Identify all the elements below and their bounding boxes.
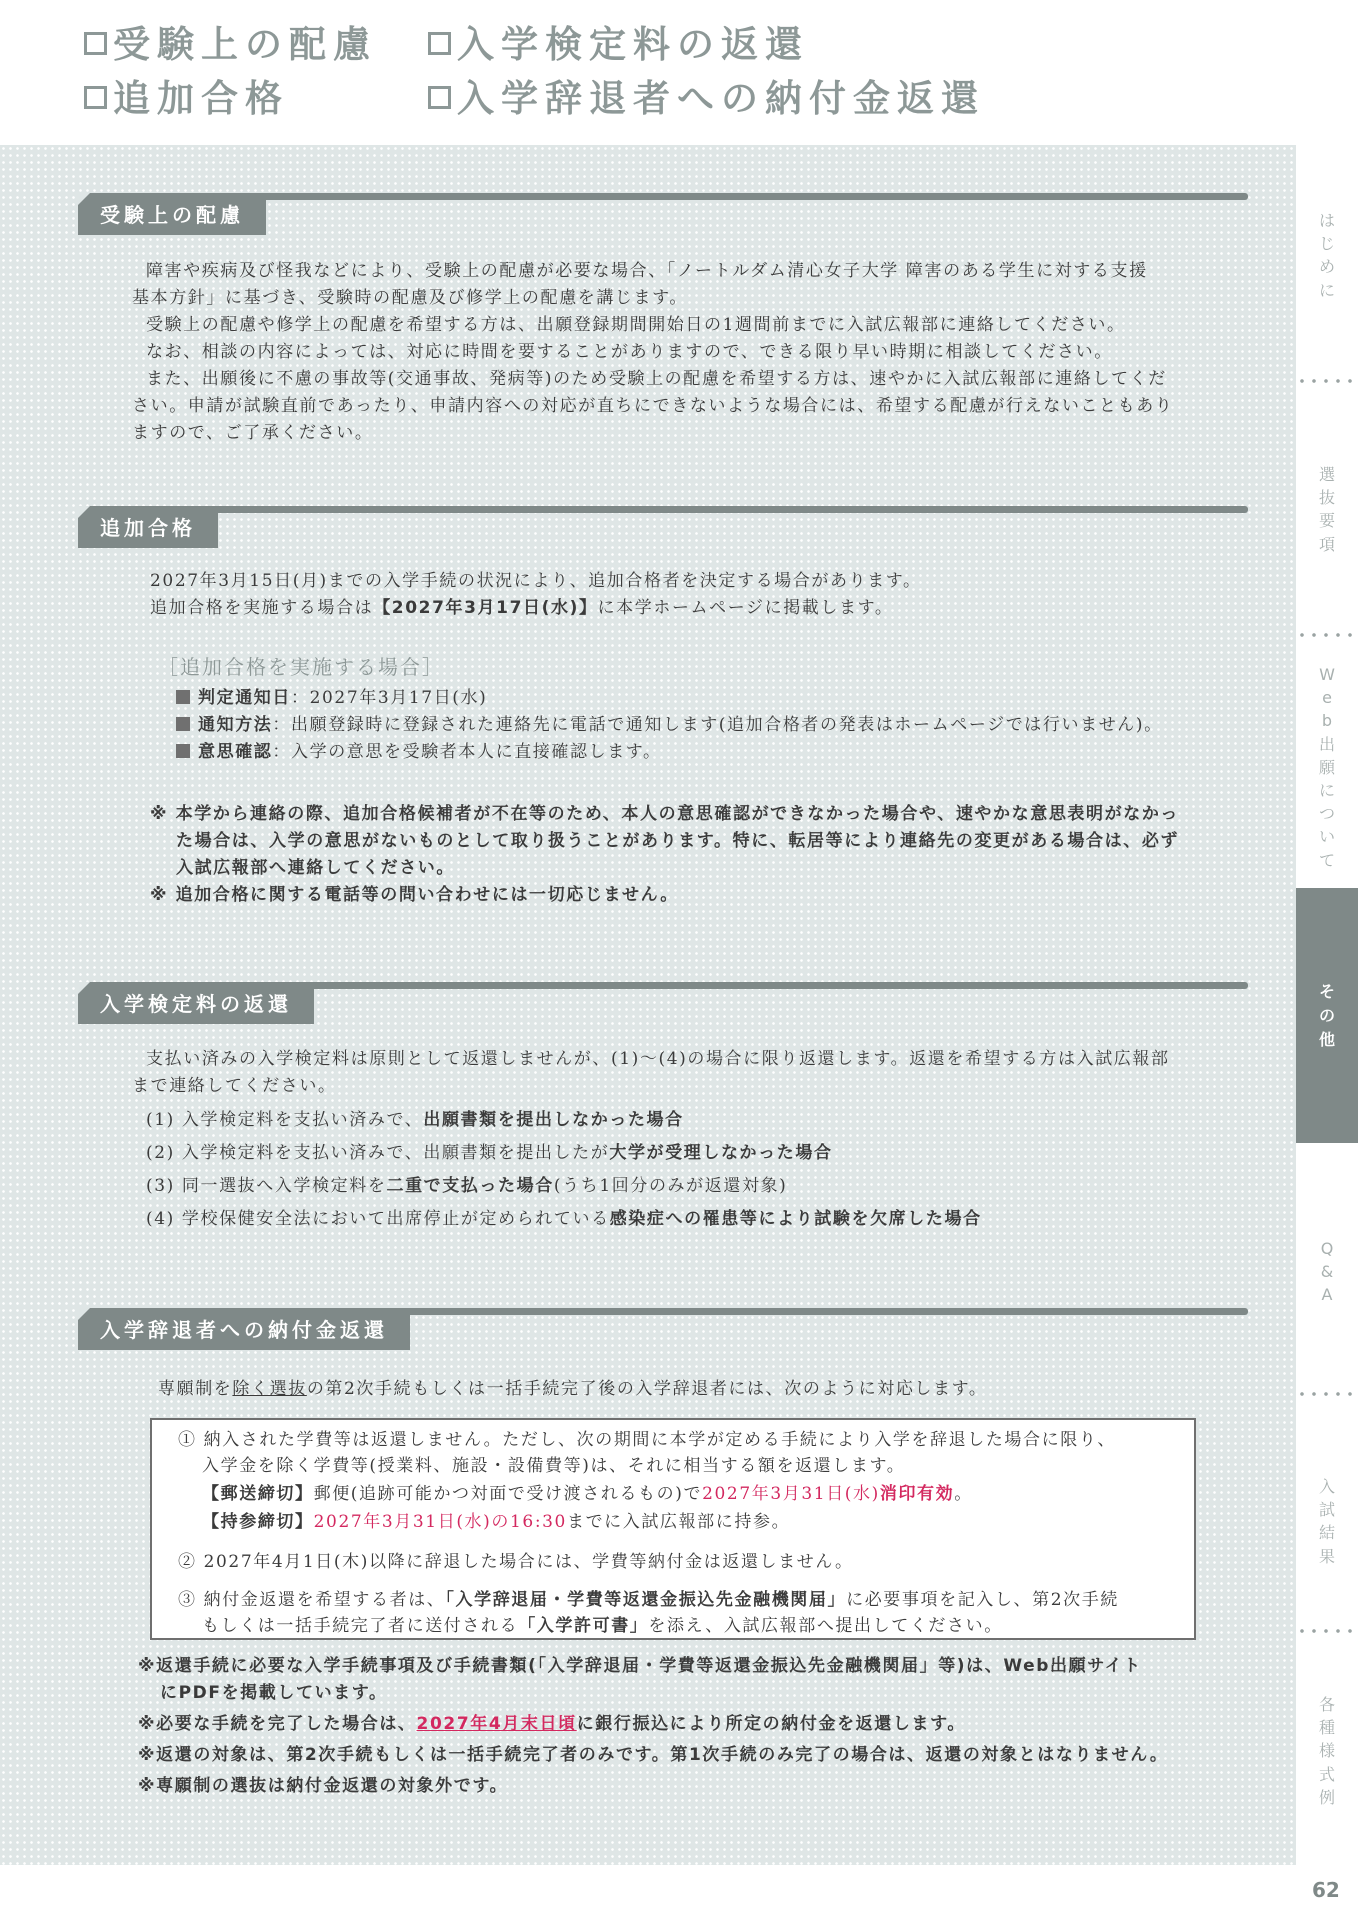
paragraph-line: 追加合格を実施する場合は【2027年3月17日(水)】に本学ホームページに掲載します。 [150, 598, 894, 618]
sidebar-tab-other-active[interactable]: そ の 他 [1296, 888, 1358, 1143]
sidebar-tab-guidelines[interactable]: 選 抜 要 項 [1318, 465, 1335, 554]
box-line-mail-deadline: 【郵送締切】郵便(追跡可能かつ対面で受け渡されるもの)で2027年3月31日(水)消印有効。 [202, 1484, 973, 1504]
square-bullet-icon [176, 717, 190, 731]
sidebar-divider [1296, 1629, 1358, 1633]
checkbox-icon [428, 86, 451, 109]
header-item-fee-refund: 入学検定料の返還 [428, 26, 809, 63]
section-divider [78, 506, 1248, 513]
box-line: ② 2027年4月1日(木)以降に辞退した場合には、学費等納付金は返還しません。 [178, 1552, 854, 1572]
note-line: ※返還の対象は、第2次手続もしくは一括手続完了者のみです。第1次手続のみ完了の場合は、返還の対象とはなりません。 [138, 1745, 1169, 1765]
paragraph-line: 2027年3月15日(月)までの入学手続の状況により、追加合格者を決定する場合があります。 [150, 571, 922, 591]
note-line: 入試広報部へ連絡してください。 [176, 858, 455, 878]
note-line: ※専願制の選抜は納付金返還の対象外です。 [138, 1776, 509, 1796]
note-line: にPDFを掲載しています。 [160, 1683, 388, 1703]
sidebar-tab-qa[interactable]: Q & A [1320, 1239, 1334, 1305]
header-item-consideration: 受験上の配慮 [84, 26, 377, 63]
square-bullet-icon [176, 744, 190, 758]
square-bullet-icon [176, 690, 190, 704]
sidebar-tab-intro[interactable]: は じ め に [1318, 211, 1335, 300]
sidebar-divider [1296, 633, 1358, 637]
list-item: (4) 学校保健安全法において出席停止が定められている感染症への罹患等により試験を欠席した場合 [146, 1209, 982, 1229]
main-content [0, 145, 1296, 1865]
paragraph-line: 基本方針」に基づき、受験時の配慮及び修学上の配慮を講じます。 [132, 288, 688, 308]
sidebar-tab-results[interactable]: 入 試 結 果 [1318, 1477, 1335, 1566]
sidebar-tab-forms[interactable]: 各 種 様 式 例 [1318, 1695, 1335, 1807]
section-title-additional: 追加合格 [78, 508, 218, 548]
subheading: ［追加合格を実施する場合］ [158, 655, 444, 679]
box-line-bring-deadline: 【持参締切】2027年3月31日(水)の16:30までに入試広報部に持参。 [202, 1512, 791, 1532]
list-item: (1) 入学検定料を支払い済みで、出願書類を提出しなかった場合 [146, 1110, 684, 1130]
paragraph-line: また、出願後に不慮の事故等(交通事故、発病等)のため受験上の配慮を希望する方は、速やかに入試広報部に連絡してくだ [146, 369, 1167, 389]
page-number: 62 [1312, 1878, 1340, 1902]
page-header [0, 0, 1358, 145]
list-item: 判定通知日：2027年3月17日(水) [176, 690, 487, 707]
sidebar-divider [1296, 379, 1358, 383]
box-line: ③ 納付金返還を希望する者は、「入学辞退届・学費等返還金振込先金融機関届」に必要事項を記入し、第2次手続 [178, 1590, 1119, 1610]
note-line: ※返還手続に必要な入学手続事項及び手続書類(「入学辞退届・学費等返還金振込先金融機関届」等)は、Web出願サイト [138, 1656, 1142, 1676]
note-line: ※ 本学から連絡の際、追加合格候補者が不在等のため、本人の意思確認ができなかった場合や、速やかな意思表明がなかっ [150, 804, 1180, 824]
paragraph-line: 受験上の配慮や修学上の配慮を希望する方は、出願登録期間開始日の1週間前までに入試広報部に連絡してください。 [146, 315, 1126, 335]
paragraph-line: 専願制を除く選抜の第2次手続もしくは一括手続完了後の入学辞退者には、次のように対応します。 [158, 1379, 988, 1399]
sidebar-tab-web-application[interactable]: W e b 出 願 に つ い て [1318, 665, 1335, 870]
paragraph-line: 障害や疾病及び怪我などにより、受験上の配慮が必要な場合、「ノートルダム清心女子大学 障害のある学生に対する支援 [146, 261, 1148, 281]
header-item-withdrawal: 入学辞退者への納付金返還 [428, 80, 985, 117]
note-line: ※必要な手続を完了した場合は、2027年4月末日頃に銀行振込により所定の納付金を返還します。 [138, 1714, 966, 1734]
refund-conditions-box [150, 1418, 1196, 1640]
box-line: 入学金を除く学費等(授業料、施設・設備費等)は、それに相当する額を返還します。 [202, 1456, 906, 1476]
box-line: ① 納入された学費等は返還しません。ただし、次の期間に本学が定める手続により入学を辞退した場合に限り、 [178, 1430, 1117, 1450]
box-line: もしくは一括手続完了者に送付される「入学許可書」を添え、入試広報部へ提出してください。 [202, 1616, 1003, 1636]
paragraph-line: 支払い済みの入学検定料は原則として返還しませんが、(1)～(4)の場合に限り返還します。返還を希望する方は入試広報部 [146, 1049, 1170, 1069]
list-item: (3) 同一選抜へ入学検定料を二重で支払った場合(うち1回分のみが返還対象) [146, 1176, 788, 1196]
checkbox-icon [428, 32, 451, 55]
section-title-withdrawal: 入学辞退者への納付金返還 [78, 1310, 410, 1350]
checkbox-icon [84, 32, 107, 55]
paragraph-line: ますので、ご了承ください。 [132, 423, 374, 443]
note-line: た場合は、入学の意思がないものとして取り扱うことがあります。特に、転居等により連絡先の変更がある場合は、必ず [176, 831, 1180, 851]
header-item-additional: 追加合格 [84, 80, 289, 117]
paragraph-line: まで連絡してください。 [132, 1076, 337, 1096]
section-title-consideration: 受験上の配慮 [78, 195, 266, 235]
note-line: ※ 追加合格に関する電話等の問い合わせには一切応じません。 [150, 885, 679, 905]
list-item: 通知方法：出願登録時に登録された連絡先に電話で通知します(追加合格者の発表はホームページでは行いません)。 [176, 717, 1163, 734]
list-item: (2) 入学検定料を支払い済みで、出願書類を提出したが大学が受理しなかった場合 [146, 1143, 833, 1163]
sidebar-divider [1296, 1392, 1358, 1396]
paragraph-line: なお、相談の内容によっては、対応に時間を要することがありますので、できる限り早い時期に相談してください。 [146, 342, 1113, 362]
paragraph-line: さい。申請が試験直前であったり、申請内容への対応が直ちにできないような場合には、希望する配慮が行えないこともあり [132, 396, 1174, 416]
checkbox-icon [84, 86, 107, 109]
section-title-fee-refund: 入学検定料の返還 [78, 984, 314, 1024]
list-item: 意思確認：入学の意思を受験者本人に直接確認します。 [176, 744, 662, 761]
